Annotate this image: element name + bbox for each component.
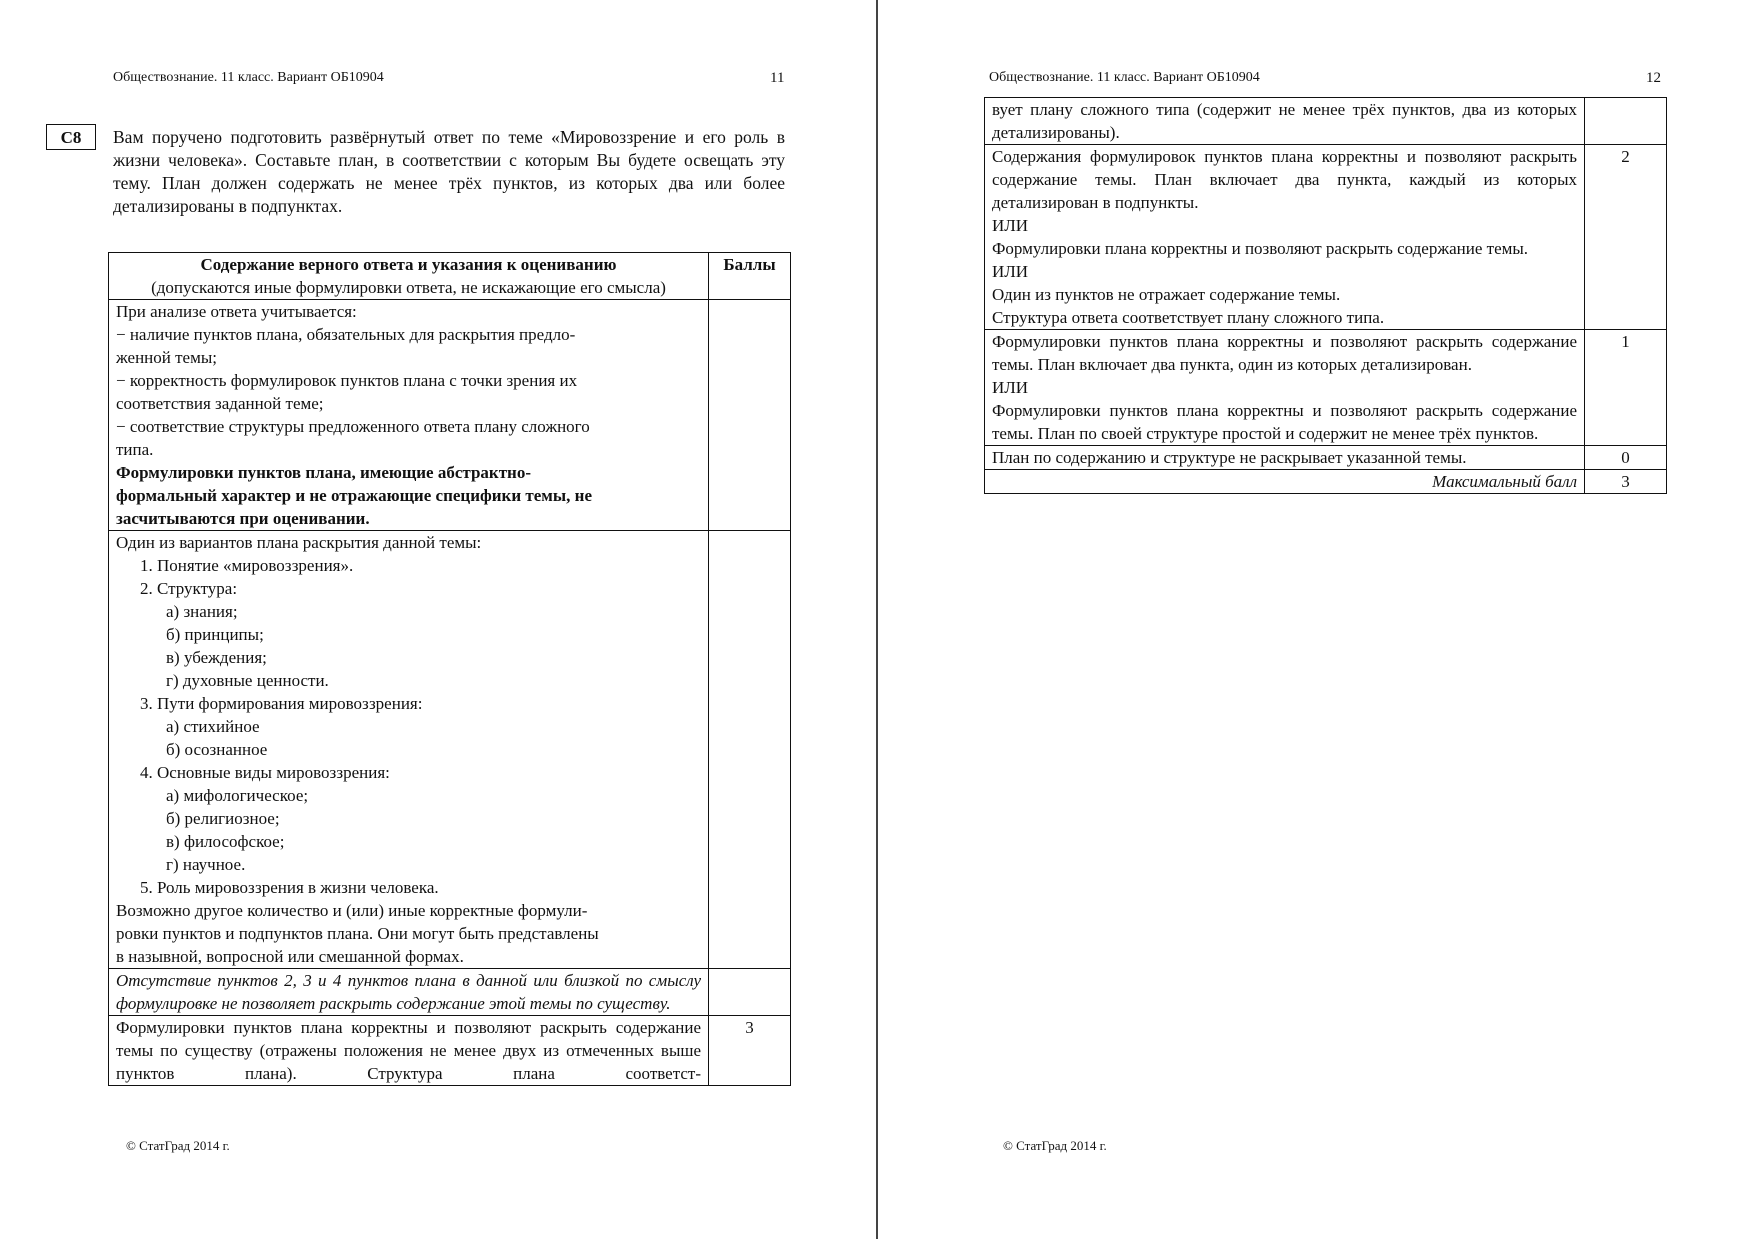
plan-item: 5. Роль мировоззрения в жизни человека. — [140, 878, 439, 897]
plan-subitem: г) научное. — [166, 855, 246, 874]
empty-score-cell — [709, 531, 791, 969]
criterion-text: вует плану сложного типа (содержит не менее трёх пунктов, два из которых детализированы). — [985, 98, 1585, 145]
plan-item: 4. Основные виды мировоззрения: — [140, 763, 390, 782]
plan-subitem: б) осознанное — [166, 740, 268, 759]
plan-item: 2. Структура: — [140, 579, 238, 598]
empty-score-cell — [709, 300, 791, 531]
plan-subitem: в) убеждения; — [166, 648, 267, 667]
criterion-line: Формулировки плана корректны и позволяют раскрыть содержание темы. — [992, 239, 1529, 258]
table-row — [985, 98, 1667, 145]
table-row — [109, 531, 791, 969]
task-text: Вам поручено подготовить развёрнутый ответ по теме «Мировоззрение и его роль в жизни человека». Составьте план, в соответствии с которым Вы будете освещать эту тему. План должен содержать не менее трёх пунктов, из которых два или более детализированы в подпунктах. — [113, 127, 785, 216]
analysis-cell — [109, 300, 709, 531]
criterion-score: 2 — [1585, 145, 1667, 330]
criterion-text — [985, 145, 1585, 330]
criteria-table — [108, 252, 791, 1086]
criterion-text: Формулировки пунктов плана корректны и позволяют раскрыть содержание темы по существу (отражены положения не менее двух из отмеченных выше пунктов плана). Структура плана соответст- — [109, 1016, 709, 1086]
page-number: 12 — [1646, 70, 1661, 86]
page-number: 11 — [770, 70, 785, 86]
plan-outro-line: Возможно другое количество и (или) иные корректные формули- — [116, 901, 588, 920]
analysis-bold-line: Формулировки пунктов плана, имеющие абстрактно- — [116, 463, 531, 482]
criterion-line: Формулировки пунктов плана корректны и позволяют раскрыть содержание темы. План включает два пункта, один из которых детализирован. — [992, 332, 1577, 374]
plan-subitem: а) стихийное — [166, 717, 260, 736]
note-italic: Отсутствие пунктов 2, 3 и 4 пунктов плана в данной или близкой по смыслу формулировке не позволяет раскрыть содержание этой темы по существу. — [109, 969, 709, 1016]
plan-outro-line: в назывной, вопросной или смешанной формах. — [116, 947, 464, 966]
analysis-bold-line: формальный характер и не отражающие специфики темы, не — [116, 486, 592, 505]
table-header-row — [109, 253, 791, 300]
max-score-value: 3 — [1585, 470, 1667, 494]
task-label: С8 — [46, 124, 96, 150]
table-row — [985, 446, 1667, 470]
criterion-text: План по содержанию и структуре не раскрывает указанной темы. — [985, 446, 1585, 470]
criterion-line: Содержания формулировок пунктов плана корректны и позволяют раскрыть содержание темы. План включает два пункта, каждый из которых детализирован в подпункты. — [992, 147, 1577, 212]
analysis-line: − корректность формулировок пунктов плана с точки зрения их — [116, 371, 578, 390]
table-row — [109, 300, 791, 531]
analysis-line: − соответствие структуры предложенного ответа плану сложного — [116, 417, 590, 436]
criterion-line: Формулировки пунктов плана корректны и позволяют раскрыть содержание темы. План по своей структуре простой и содержит не менее трёх пунктов. — [992, 401, 1577, 443]
plan-subitem: в) философское; — [166, 832, 285, 851]
table-row — [985, 145, 1667, 330]
table-row — [985, 470, 1667, 494]
criterion-or: ИЛИ — [992, 262, 1029, 281]
plan-subitem: б) религиозное; — [166, 809, 280, 828]
table-header-note: (допускаются иные формулировки ответа, не искажающие его смысла) — [151, 278, 666, 297]
analysis-line: соответствия заданной теме; — [116, 394, 324, 413]
page-header: Обществознание. 11 класс. Вариант ОБ10904 — [989, 70, 1260, 85]
analysis-line: При анализе ответа учитывается: — [116, 302, 357, 321]
table-header-points: Баллы — [709, 253, 791, 300]
plan-subitem: а) знания; — [166, 602, 238, 621]
plan-outro-line: ровки пунктов и подпунктов плана. Они могут быть представлены — [116, 924, 599, 943]
plan-subitem: б) принципы; — [166, 625, 264, 644]
criterion-line: Один из пунктов не отражает содержание темы. — [992, 285, 1341, 304]
plan-subitem: а) мифологическое; — [166, 786, 309, 805]
analysis-line: женной темы; — [116, 348, 217, 367]
left-page — [0, 0, 876, 1239]
criterion-line: Структура ответа соответствует плану сложного типа. — [992, 308, 1385, 327]
analysis-line: − наличие пунктов плана, обязательных для раскрытия предло- — [116, 325, 576, 344]
criterion-or: ИЛИ — [992, 378, 1029, 397]
analysis-bold-line: засчитываются при оценивании. — [116, 509, 370, 528]
page-footer: © СтатГрад 2014 г. — [1003, 1138, 1107, 1153]
table-row — [985, 330, 1667, 446]
plan-cell — [109, 531, 709, 969]
plan-item: 1. Понятие «мировоззрения». — [140, 556, 354, 575]
page-footer: © СтатГрад 2014 г. — [126, 1138, 230, 1153]
page-header: Обществознание. 11 класс. Вариант ОБ10904 — [113, 70, 384, 85]
plan-intro: Один из вариантов плана раскрытия данной темы: — [116, 533, 482, 552]
empty-score-cell — [1585, 98, 1667, 145]
analysis-line: типа. — [116, 440, 154, 459]
table-header-content — [109, 253, 709, 300]
criterion-score: 1 — [1585, 330, 1667, 446]
plan-item: 3. Пути формирования мировоззрения: — [140, 694, 423, 713]
max-score-label: Максимальный балл — [985, 470, 1585, 494]
plan-list — [116, 554, 701, 899]
criterion-score: 3 — [709, 1016, 791, 1086]
criteria-table-continued — [984, 97, 1667, 494]
plan-subitem: г) духовные ценности. — [166, 671, 329, 690]
table-header-title: Содержание верного ответа и указания к оцениванию — [200, 255, 617, 274]
table-row — [109, 1016, 791, 1086]
empty-score-cell — [709, 969, 791, 1016]
criterion-or: ИЛИ — [992, 216, 1029, 235]
criterion-score: 0 — [1585, 446, 1667, 470]
table-row — [109, 969, 791, 1016]
criterion-text — [985, 330, 1585, 446]
